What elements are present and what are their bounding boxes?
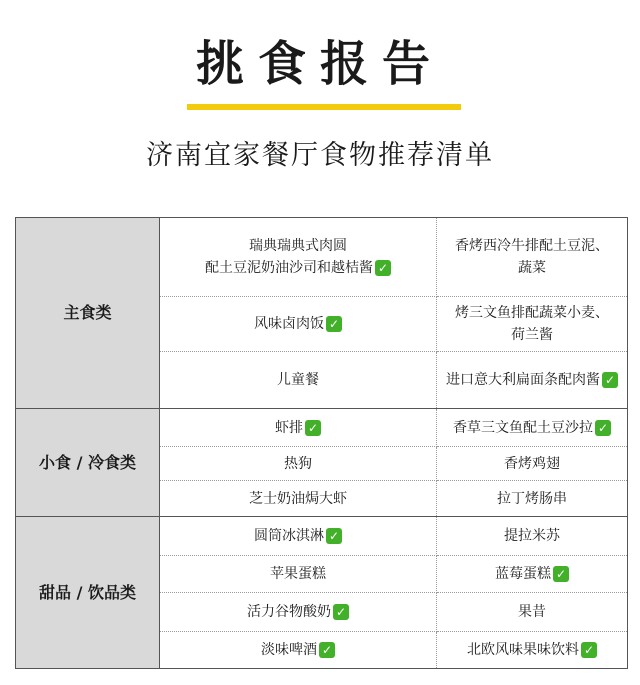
check-mark-icon: ✓ [305, 420, 321, 436]
menu-item-text: 烤三文鱼排配蔬菜小麦、 [455, 305, 609, 321]
page-title: 挑食报告 [195, 36, 444, 92]
menu-item-text: 蔬菜 [518, 260, 546, 276]
check-mark-icon: ✓ [333, 604, 349, 620]
menu-item-left [160, 593, 437, 632]
menu-item-text: 蓝莓蛋糕 [495, 566, 551, 582]
category-label: 主食类 [16, 218, 160, 409]
menu-item-text: 香烤西冷牛排配土豆泥、 [455, 238, 609, 254]
menu-item-text: 风味卤肉饭 [254, 316, 324, 332]
menu-item-left [160, 632, 437, 669]
menu-item-text: 热狗 [284, 455, 312, 472]
menu-item-left [160, 218, 437, 297]
menu-item-text: 苹果蛋糕 [270, 566, 326, 582]
menu-item-right [437, 481, 628, 517]
menu-item-left [160, 517, 437, 556]
menu-item-left [160, 447, 437, 481]
menu-item-text: 提拉米苏 [504, 528, 560, 544]
menu-item-right [437, 447, 628, 481]
check-mark-icon: ✓ [375, 260, 391, 276]
menu-item-text: 虾排 [275, 419, 303, 436]
check-mark-icon: ✓ [595, 420, 611, 436]
menu-item-text: 拉丁烤肠串 [497, 490, 567, 507]
menu-item-text: 进口意大利扁面条配肉酱 [446, 372, 600, 388]
menu-item-text: 北欧风味果味饮料 [467, 642, 579, 658]
menu-item-right [437, 297, 628, 352]
menu-item-text: 香草三文鱼配土豆沙拉 [453, 419, 593, 436]
menu-table [15, 217, 628, 669]
menu-item-text: 芝士奶油焗大虾 [249, 490, 347, 507]
check-mark-icon: ✓ [602, 372, 618, 388]
menu-item-left [160, 481, 437, 517]
menu-item-left [160, 352, 437, 409]
menu-item-text: 活力谷物酸奶 [247, 604, 331, 620]
check-mark-icon: ✓ [319, 642, 335, 658]
menu-item-right [437, 556, 628, 593]
category-label: 小食 / 冷食类 [16, 409, 160, 517]
menu-item-left [160, 556, 437, 593]
menu-item-text: 荷兰酱 [511, 327, 553, 343]
check-mark-icon: ✓ [326, 528, 342, 544]
menu-item-right [437, 218, 628, 297]
menu-item-right [437, 517, 628, 556]
table-row [16, 517, 628, 556]
table-row [16, 409, 628, 447]
check-mark-icon: ✓ [326, 316, 342, 332]
page-subtitle: 济南宜家餐厅食物推荐清单 [146, 140, 494, 171]
menu-item-right [437, 352, 628, 409]
menu-item-text: 香烤鸡翅 [504, 455, 560, 472]
check-mark-icon: ✓ [553, 566, 569, 582]
menu-item-text: 果昔 [518, 604, 546, 620]
menu-item-right [437, 409, 628, 447]
menu-item-right [437, 593, 628, 632]
table-row [16, 218, 628, 297]
menu-item-text: 配土豆泥奶油沙司和越桔酱 [205, 260, 373, 276]
menu-item-text: 瑞典瑞典式肉圆 [249, 238, 347, 254]
menu-item-text: 圆筒冰淇淋 [254, 528, 324, 544]
menu-item-text: 淡味啤酒 [261, 642, 317, 658]
menu-item-left [160, 409, 437, 447]
title-underline [187, 104, 461, 110]
check-mark-icon: ✓ [581, 642, 597, 658]
category-label: 甜品 / 饮品类 [16, 517, 160, 669]
menu-item-left [160, 297, 437, 352]
menu-item-right [437, 632, 628, 669]
menu-item-text: 儿童餐 [277, 372, 319, 388]
